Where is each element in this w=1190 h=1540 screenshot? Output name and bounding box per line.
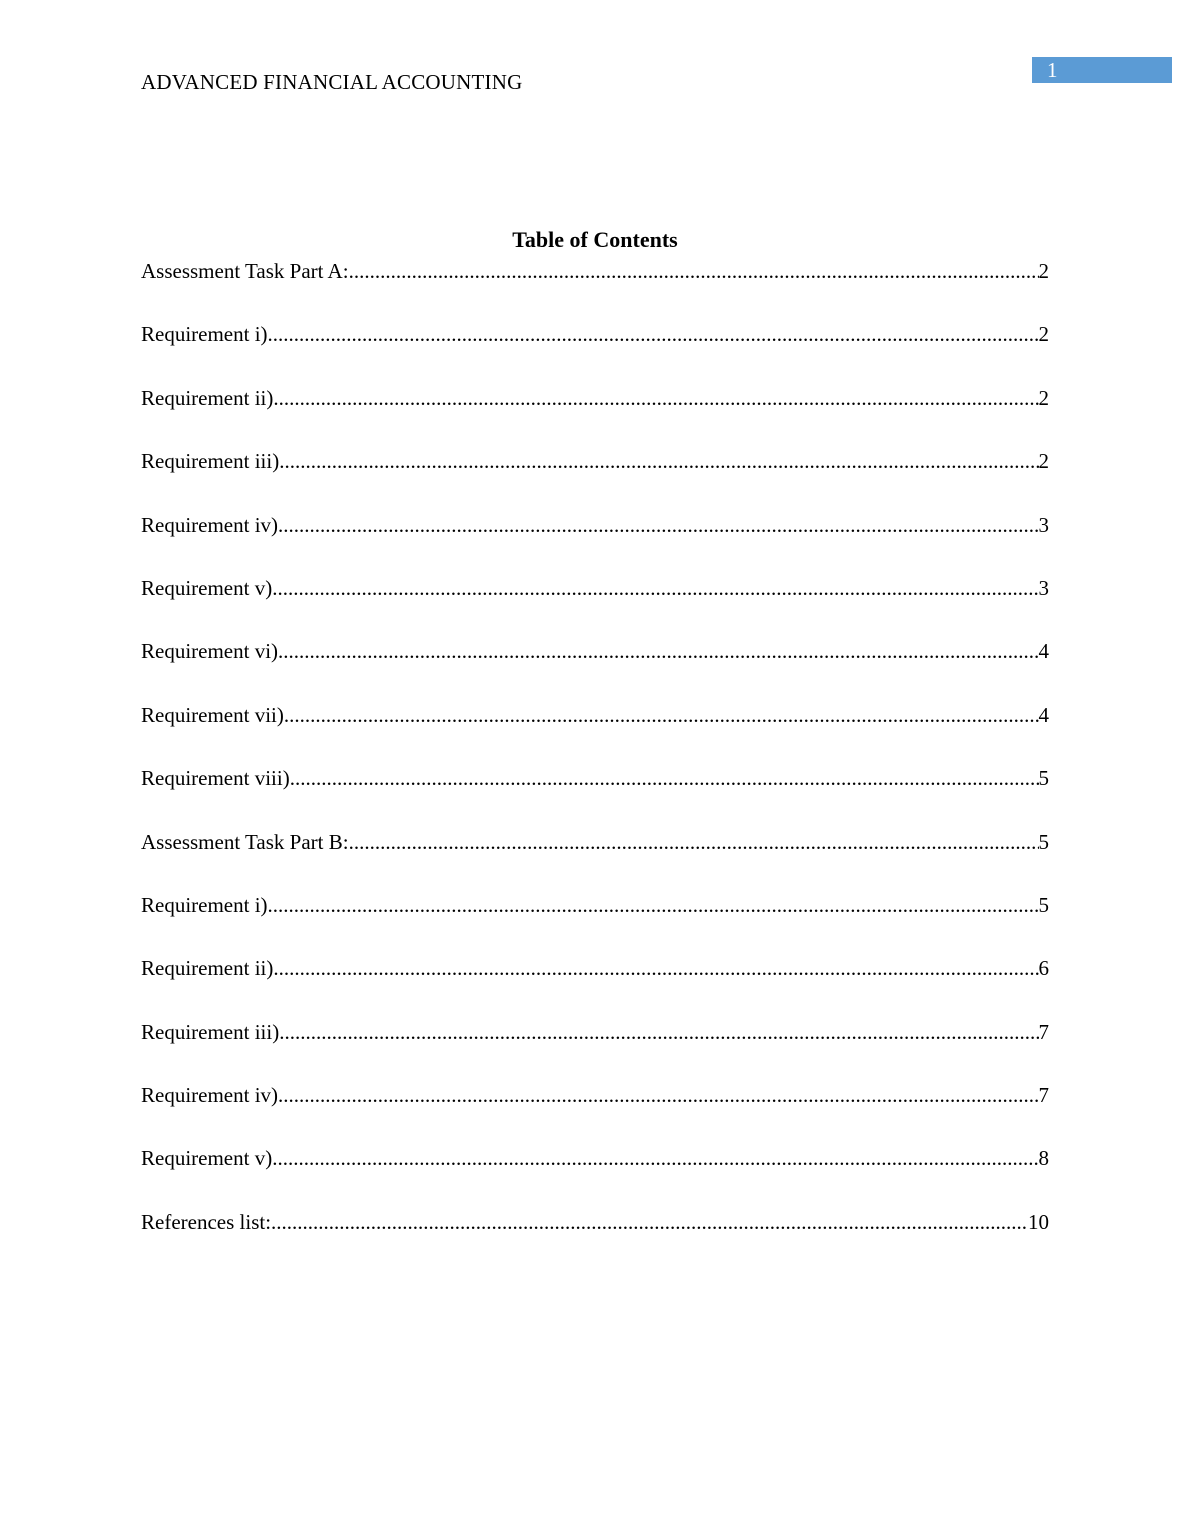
toc-entry[interactable] [141, 1019, 1049, 1082]
toc-entry-page: 3 [1038, 512, 1049, 537]
toc-entry-label: Requirement vi) [141, 639, 279, 664]
toc-entry-label: Requirement ii) [141, 956, 274, 981]
toc-entry[interactable] [141, 955, 1049, 1018]
toc-entry-page: 5 [1038, 766, 1049, 791]
toc-dot-leader [279, 1019, 1038, 1045]
toc-entry-page: 10 [1028, 1209, 1049, 1234]
toc-entry[interactable] [141, 829, 1049, 892]
toc-entry[interactable] [141, 321, 1049, 384]
toc-entry[interactable] [141, 638, 1049, 701]
toc-dot-leader [284, 702, 1039, 728]
toc-entry-page: 5 [1038, 892, 1049, 917]
toc-dot-leader [272, 1145, 1038, 1171]
toc-entry[interactable] [141, 1082, 1049, 1145]
toc-dot-leader [349, 258, 1039, 284]
toc-entry[interactable] [141, 1209, 1049, 1272]
toc-dot-leader [268, 321, 1039, 347]
toc-entry-label: Requirement iii) [141, 1019, 280, 1044]
toc-entry-page: 2 [1038, 259, 1049, 283]
toc-entry-page: 8 [1038, 1146, 1049, 1171]
toc-dot-leader [290, 765, 1039, 791]
running-header: ADVANCED FINANCIAL ACCOUNTING [141, 70, 523, 94]
toc-entry[interactable] [141, 258, 1049, 321]
toc-entry[interactable] [141, 448, 1049, 511]
toc-dot-leader [273, 385, 1038, 411]
toc-entry-label: Requirement ii) [141, 385, 274, 410]
toc-entry-page: 7 [1038, 1019, 1049, 1044]
toc-dot-leader [349, 829, 1039, 855]
toc-entry-label: Assessment Task Part A: [141, 259, 349, 283]
toc-entry-page: 7 [1038, 1083, 1049, 1108]
toc-entry-label: Requirement i) [141, 892, 268, 917]
toc-entry-page: 4 [1038, 702, 1049, 727]
toc-entry-page: 6 [1038, 956, 1049, 981]
toc-entry-label: Requirement iii) [141, 449, 280, 474]
toc-list [141, 258, 1049, 1272]
toc-entry[interactable] [141, 702, 1049, 765]
toc-entry-page: 3 [1038, 575, 1049, 600]
toc-entry-label: Requirement v) [141, 1146, 273, 1171]
toc-entry[interactable] [141, 575, 1049, 638]
page-number: 1 [1047, 58, 1058, 82]
toc-entry-label: Requirement v) [141, 575, 273, 600]
toc-title: Table of Contents [512, 227, 678, 252]
toc-dot-leader [278, 512, 1038, 538]
toc-entry-label: Requirement i) [141, 322, 268, 347]
toc-entry[interactable] [141, 1145, 1049, 1208]
toc-dot-leader [271, 1209, 1028, 1235]
toc-dot-leader [278, 1082, 1038, 1108]
toc-dot-leader [272, 575, 1038, 601]
toc-entry-label: Requirement viii) [141, 766, 290, 791]
toc-entry[interactable] [141, 892, 1049, 955]
toc-entry-page: 2 [1038, 385, 1049, 410]
toc-entry-label: Assessment Task Part B: [141, 829, 349, 854]
toc-dot-leader [268, 892, 1039, 918]
toc-dot-leader [278, 638, 1038, 664]
toc-entry[interactable] [141, 512, 1049, 575]
toc-dot-leader [279, 448, 1038, 474]
toc-entry-page: 2 [1038, 322, 1049, 347]
toc-entry-label: Requirement iv) [141, 512, 279, 537]
toc-dot-leader [273, 955, 1038, 981]
toc-entry-label: Requirement vii) [141, 702, 284, 727]
toc-entry[interactable] [141, 385, 1049, 448]
toc-entry-page: 5 [1038, 829, 1049, 854]
toc-entry-label: References list: [141, 1209, 272, 1234]
toc-entry-label: Requirement iv) [141, 1083, 279, 1108]
toc-entry-page: 4 [1038, 639, 1049, 664]
toc-entry-page: 2 [1038, 449, 1049, 474]
toc-entry[interactable] [141, 765, 1049, 828]
page-number-badge [1032, 57, 1172, 83]
